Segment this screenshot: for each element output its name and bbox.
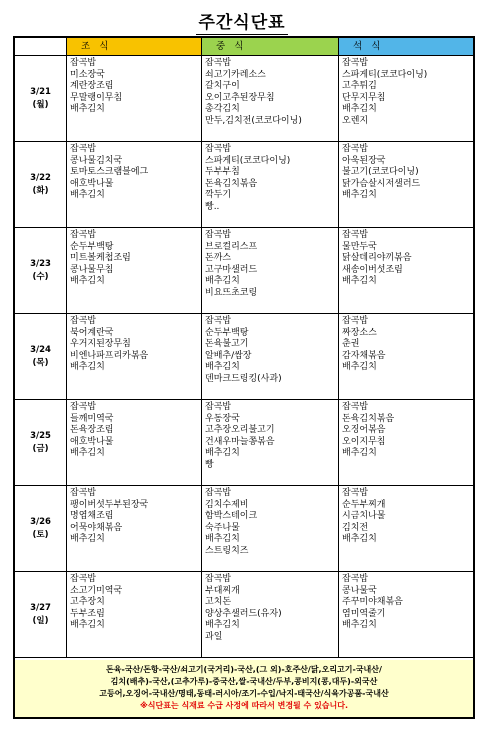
menu-item: 배추김치 — [205, 620, 240, 630]
menu-item: 고구마샐러드 — [205, 264, 258, 275]
menu-item: 잡곡밥 — [342, 574, 369, 584]
menu-item: 잡곡밥 — [205, 402, 232, 412]
menu-item: 팽이버섯두부된장국 — [70, 499, 149, 510]
menu-item: 배추김치 — [342, 362, 377, 372]
menu-item: 배추김치 — [342, 534, 377, 544]
menu-item: 잡곡밥 — [70, 230, 97, 240]
footer-line-1: 돈육-국산/돈항-국산/쇠고기(국거리)-국산,(그 외)-호주산/닭,오리고기-국내산/ — [106, 665, 382, 674]
menu-item: 두부부침 — [205, 167, 240, 177]
menu-item: 북어계란국 — [70, 327, 114, 338]
dinner-cell — [339, 314, 473, 399]
menu-item: 잡곡밥 — [342, 144, 369, 154]
menu-item: 잡곡밥 — [205, 574, 232, 584]
menu-item: 건새우마늘쫑볶음 — [205, 436, 275, 447]
menu-item: 두부조림 — [70, 608, 105, 619]
menu-item: 무말랭이무침 — [70, 92, 123, 103]
menu-item: 배추김치 — [205, 534, 240, 544]
day-date — [15, 486, 67, 571]
menu-item: 잡곡밥 — [205, 58, 232, 68]
day-date — [15, 400, 67, 485]
menu-item: 명엽채조림 — [70, 511, 114, 521]
menu-item: 돈육장조림 — [70, 425, 114, 435]
origin-info-footer — [15, 660, 473, 717]
menu-item: 과일 — [205, 631, 223, 642]
date-text: 3/26 — [30, 516, 51, 527]
day-date — [15, 142, 67, 227]
menu-item: 비엔나파프리카볶음 — [70, 350, 149, 361]
menu-item: 숙주나물 — [205, 522, 240, 533]
menu-item: 잡곡밥 — [342, 58, 369, 68]
menu-item: 시금치나물 — [342, 511, 386, 521]
menu-item: 배추김치 — [70, 448, 105, 458]
menu-item: 잡곡밥 — [342, 402, 369, 412]
dinner-cell — [339, 400, 473, 485]
menu-item: 알배추/쌈장 — [205, 350, 252, 361]
day-date — [15, 56, 67, 141]
weekday-text: (월) — [32, 99, 49, 110]
breakfast-cell — [67, 400, 202, 485]
day-row — [15, 314, 473, 400]
menu-item: 닭가슴살시저샐러드 — [342, 178, 421, 189]
menu-item: 고추장오리불고기 — [205, 425, 275, 435]
menu-item: 고치돈 — [205, 597, 232, 607]
menu-item: 잡곡밥 — [342, 316, 369, 326]
menu-item: 미트볼케첩조림 — [70, 253, 131, 263]
meal-table — [13, 36, 475, 719]
menu-item: 깍두기 — [205, 190, 232, 200]
dinner-cell — [339, 56, 473, 141]
day-row — [15, 400, 473, 486]
menu-item: 순두부찌개 — [342, 499, 386, 510]
breakfast-cell — [67, 572, 202, 657]
date-text: 3/25 — [30, 430, 51, 441]
menu-item: 잡곡밥 — [70, 316, 97, 326]
menu-item: 오이지무침 — [342, 436, 386, 447]
weekday-text: (토) — [32, 529, 49, 540]
weekday-text: (일) — [32, 615, 49, 626]
breakfast-cell — [67, 56, 202, 141]
menu-item: 배추김치 — [70, 362, 105, 372]
menu-item: 배추김치 — [205, 276, 240, 286]
day-date — [15, 228, 67, 313]
menu-item: 잡곡밥 — [205, 488, 232, 498]
menu-item: 배추김치 — [205, 448, 240, 458]
menu-item: 돈육불고기 — [205, 339, 249, 349]
menu-item: 소고기미역국 — [70, 585, 123, 596]
lunch-cell — [202, 228, 339, 313]
menu-item: 배추김치 — [70, 104, 105, 114]
menu-item: 계란장조림 — [70, 81, 114, 91]
breakfast-cell — [67, 228, 202, 313]
menu-item: 물만두국 — [342, 241, 377, 252]
menu-item: 우동장국 — [205, 413, 240, 424]
footer-note: ※식단표는 식재료 수급 사정에 따라서 변경될 수 있습니다. — [139, 701, 349, 710]
menu-item: 토마토스크램블에그 — [70, 167, 149, 177]
page-title: 주간식단표 — [0, 8, 484, 33]
header-date-column — [15, 38, 67, 56]
dinner-cell — [339, 486, 473, 571]
menu-item: 함박스테이크 — [205, 511, 258, 521]
date-text: 3/21 — [30, 86, 51, 97]
menu-item: 돈까스 — [205, 253, 232, 263]
menu-item: 잡곡밥 — [205, 316, 232, 326]
breakfast-cell — [67, 314, 202, 399]
menu-item: 배추김치 — [70, 190, 105, 200]
menu-item: 잡곡밥 — [70, 488, 97, 498]
breakfast-cell — [67, 486, 202, 571]
menu-item: 불고기(코코다이닝) — [342, 167, 419, 177]
menu-item: 오이고추된장무침 — [205, 92, 275, 103]
menu-item: 배추김치 — [70, 276, 105, 286]
menu-item: 잡곡밥 — [70, 574, 97, 584]
day-row — [15, 486, 473, 572]
menu-item: 배추김치 — [205, 362, 240, 372]
menu-item: 잡곡밥 — [342, 230, 369, 240]
menu-item: 만두,김치전(코코다이닝) — [205, 115, 302, 126]
menu-item: 총각김치 — [205, 104, 240, 114]
menu-item: 빵.. — [205, 201, 220, 212]
day-date — [15, 314, 67, 399]
menu-item: 잡곡밥 — [205, 230, 232, 240]
menu-item: 김치수제비 — [205, 499, 249, 510]
day-row — [15, 572, 473, 658]
day-row — [15, 228, 473, 314]
menu-item: 순두부백탕 — [70, 241, 114, 252]
menu-item: 단무지무침 — [342, 92, 386, 103]
menu-item: 잡곡밥 — [205, 144, 232, 154]
menu-item: 오징어볶음 — [342, 425, 386, 435]
menu-item: 들깨미역국 — [70, 413, 114, 424]
menu-item: 스파게티(코코다이닝) — [205, 155, 291, 166]
menu-item: 배추김치 — [342, 104, 377, 114]
menu-item: 잡곡밥 — [70, 144, 97, 154]
menu-item: 어묵야채볶음 — [70, 522, 123, 533]
menu-item: 새송이버섯조림 — [342, 264, 403, 275]
date-text: 3/23 — [30, 258, 51, 269]
weekday-text: (목) — [32, 357, 49, 368]
menu-item: 배추김치 — [342, 620, 377, 630]
menu-item: 춘권 — [342, 339, 360, 349]
menu-item: 주꾸미야채볶음 — [342, 597, 403, 607]
menu-item: 닭살데리야끼볶음 — [342, 253, 412, 263]
lunch-cell — [202, 56, 339, 141]
lunch-cell — [202, 572, 339, 657]
dinner-cell — [339, 142, 473, 227]
menu-item: 비요뜨초코링 — [205, 287, 258, 298]
menu-item: 염미역줄기 — [342, 608, 386, 619]
menu-item: 배추김치 — [342, 276, 377, 286]
breakfast-cell — [67, 142, 202, 227]
menu-item: 우거지된장무침 — [70, 339, 131, 349]
menu-item: 배추김치 — [342, 448, 377, 458]
menu-item: 오렌지 — [342, 115, 369, 126]
day-row — [15, 56, 473, 142]
header-dinner: 석 식 — [339, 38, 473, 56]
menu-item: 짜장소스 — [342, 327, 377, 338]
weekday-text: (수) — [32, 271, 49, 282]
menu-item: 잡곡밥 — [70, 58, 97, 68]
date-text: 3/24 — [30, 344, 51, 355]
day-row — [15, 142, 473, 228]
menu-item: 덴마크드링킹(사과) — [205, 373, 282, 384]
menu-item: 콩나물무침 — [70, 264, 114, 275]
date-text: 3/22 — [30, 172, 51, 183]
lunch-cell — [202, 142, 339, 227]
menu-item: 김치전 — [342, 522, 369, 533]
menu-item: 돈육김치볶음 — [342, 413, 395, 424]
menu-item: 감자채볶음 — [342, 350, 386, 361]
footer-line-3: 고등어,오징어-국내산/명태,동태-러시아/조기-수입/낙지-태국산/식육가공품-국내산 — [99, 689, 389, 698]
weekday-text: (화) — [32, 185, 49, 196]
footer-line-2: 김치(배추)-국산,(고추가루)-중국산,쌀-국내산/두부,콩비지(콩,대두)-외국산 — [110, 677, 378, 686]
menu-item: 고추튀김 — [342, 81, 377, 91]
menu-item: 잡곡밥 — [342, 488, 369, 498]
weekday-text: (금) — [32, 443, 49, 454]
dinner-cell — [339, 228, 473, 313]
menu-item: 부대찌개 — [205, 585, 240, 596]
day-date — [15, 572, 67, 657]
menu-item: 애호박나물 — [70, 436, 114, 447]
menu-item: 순두부백탕 — [205, 327, 249, 338]
menu-item: 쇠고기카레소스 — [205, 69, 266, 80]
menu-item: 갈치구이 — [205, 81, 240, 91]
menu-item: 아욱된장국 — [342, 155, 386, 166]
menu-item: 콩나물국 — [342, 585, 377, 596]
date-text: 3/27 — [30, 602, 51, 613]
menu-item: 배추김치 — [70, 534, 105, 544]
lunch-cell — [202, 314, 339, 399]
menu-item: 애호박나물 — [70, 178, 114, 189]
menu-item: 양상추샐러드(유자) — [205, 608, 282, 619]
menu-item: 스트링치즈 — [205, 545, 249, 556]
menu-item: 배추김치 — [342, 190, 377, 200]
menu-item: 콩나물김치국 — [70, 155, 123, 166]
menu-item: 고추장치 — [70, 597, 105, 607]
menu-item: 스파게티(코코다이닝) — [342, 69, 428, 80]
menu-item: 잡곡밥 — [70, 402, 97, 412]
menu-item: 브로컬리스프 — [205, 241, 258, 252]
menu-item: 빵 — [205, 459, 214, 470]
dinner-cell — [339, 572, 473, 657]
header-lunch: 중 식 — [202, 38, 339, 56]
lunch-cell — [202, 486, 339, 571]
header-breakfast: 조 식 — [67, 38, 202, 56]
lunch-cell — [202, 400, 339, 485]
menu-item: 미소장국 — [70, 69, 105, 80]
menu-item: 돈육김치볶음 — [205, 178, 258, 189]
menu-item: 배추김치 — [70, 620, 105, 630]
